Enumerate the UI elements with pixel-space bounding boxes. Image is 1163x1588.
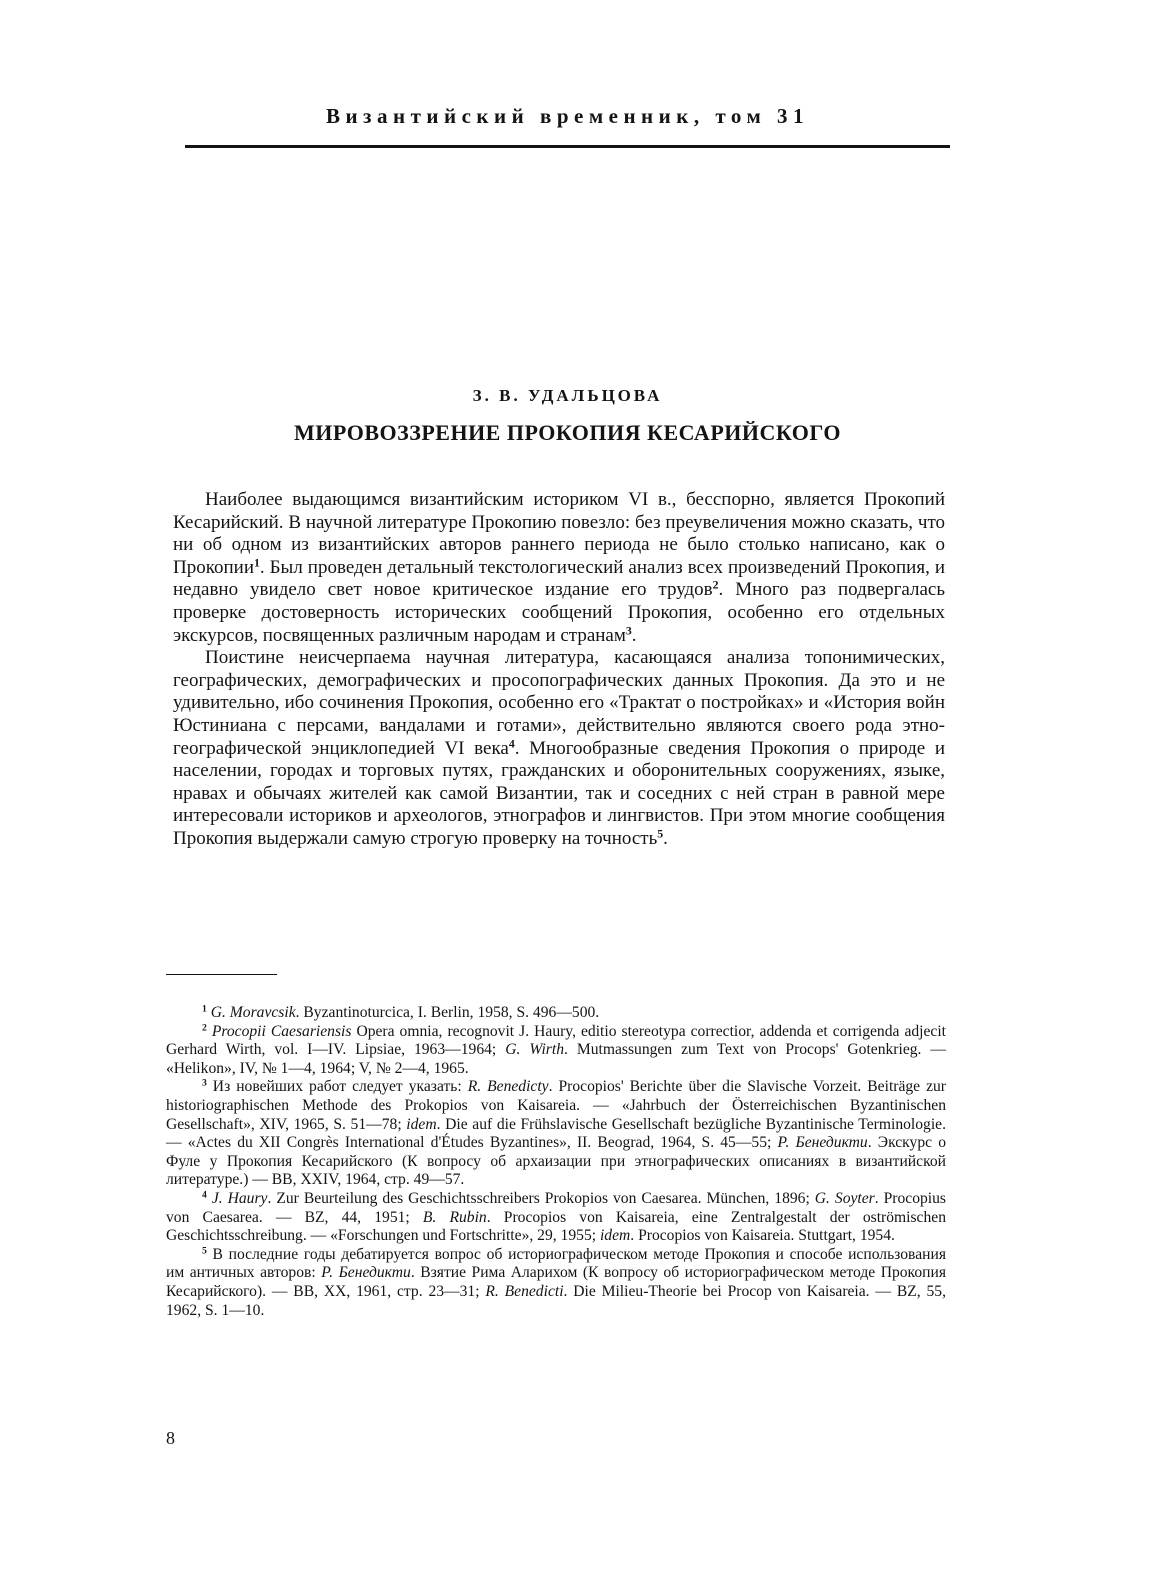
- footnote-text: . Procopios' Berichte über die Slavische Vorzeit. Beiträge zur historiographischen Methode des Prokopios von Kaisareia. — «Jahrbuch der Österreichischen Byzantinischen Gesellschaft», XIV, 1965, S. 51—78;: [166, 1078, 946, 1133]
- journal-header: [185, 102, 950, 130]
- footnote-ref: 5: [657, 827, 664, 841]
- body-text-run: . Был проведен детальный текстологический анализ всех произведений Прокопия, и недавно увидело свет новое критическое издание его трудов: [173, 556, 945, 601]
- body-text-run: .: [663, 827, 668, 849]
- running-head: Византийский временник, том 31: [325, 104, 810, 128]
- footnote-ref: 2: [712, 578, 719, 592]
- footnote-text: . Die Milieu-Theorie bei Procop von Kaisareia. — BZ, 55, 1962, S. 1—10.: [166, 1282, 946, 1319]
- footnote-text: . Взятие Рима Аларихом (К вопросу об историографическом методе Прокопия Кесарийского). — ВВ, XX, 1961, стр. 23—31;: [166, 1264, 946, 1300]
- cited-author: G. Wirth: [505, 1041, 564, 1059]
- article-title: МИРОВОЗЗРЕНИЕ ПРОКОПИЯ КЕСАРИЙСКОГО: [294, 420, 841, 445]
- cited-author: G. Soyter: [814, 1189, 875, 1207]
- footnote-1: [166, 1004, 946, 1023]
- cited-author: idem: [599, 1227, 631, 1245]
- cited-author: R. Benedicty: [467, 1078, 549, 1096]
- body-paragraph: [173, 647, 945, 850]
- footnote-text: . Procopios von Kaisareia, eine Zentralgestalt der oströmischen Geschichtsschreibung. — «Forschungen und Fortschritte», 29, 1955;: [166, 1208, 946, 1245]
- footnote-text: . Die auf die Frühslavische Gesellschaft bezügliche Byzantinische Terminologie. — «Actes du XII Congrès International d'Études Byzantines», II. Beograd, 1964, S. 45—55;: [166, 1115, 946, 1152]
- footnote-divider: [166, 974, 277, 975]
- body-text-run: Наиболее выдающимся византийским историком VI в., бесспорно, является Прокопий Кесарийский. В научной литературе Прокопию повезло: без преувеличения можно сказать, что ни об одном из византийских авторов раннего периода не было столько написано, как о Прокопии: [173, 489, 945, 578]
- footnote-number: 2: [202, 1022, 207, 1034]
- cited-author: G. Moravcsik: [210, 1004, 296, 1021]
- footnote-ref: 1: [254, 556, 260, 570]
- footnote-number: 5: [202, 1245, 207, 1257]
- page-number: 8: [166, 1428, 175, 1448]
- footnotes: [166, 1004, 946, 1320]
- cited-author: J. Haury: [211, 1189, 268, 1207]
- footnote-text: . Procopius von Caesarea. — BZ, 44, 1951;: [166, 1189, 946, 1226]
- footnote-text: . Mutmassungen zum Text von Procops' Gotenkrieg. — «Helikon», IV, № 1—4, 1964; V, № 2—4, 1965.: [166, 1041, 947, 1077]
- cited-author: R. Benedicti: [485, 1282, 564, 1300]
- footnote-number: 1: [202, 1003, 207, 1015]
- footnote-text: В последние годы дебатируется вопрос об историографическом методе Прокопия и способе использования им античных авторов:: [166, 1245, 946, 1282]
- cited-author: idem: [406, 1115, 437, 1133]
- cited-author: B. Rubin: [422, 1208, 487, 1226]
- footnote-2: [166, 1023, 946, 1079]
- body-text-run: .: [631, 624, 637, 646]
- footnote-number: 4: [202, 1189, 207, 1201]
- cited-author: Р. Бенедикти: [321, 1264, 411, 1282]
- article-body: [173, 489, 945, 851]
- footnote-3: [166, 1078, 946, 1190]
- footnote-text: Из новейших работ следует указать:: [206, 1078, 468, 1096]
- body-paragraph: [173, 489, 945, 647]
- footnote-text: . Procopios von Kaisareia. Stuttgart, 1954.: [630, 1227, 895, 1245]
- footnote-text: Opera omnia, recognovit J. Haury, editio stereotypa correctior, addenda et corrigenda adjecit Gerhard Wirth, vol. I—IV. Lipsiae, 1963—1964;: [166, 1022, 946, 1059]
- cited-author: Р. Бенедикти: [777, 1134, 868, 1152]
- body-text-run: . Много раз подвергалась проверке достоверность исторических сообщений Прокопия, особенно его отдельных экскурсов, посвященных различным народам и странам: [173, 579, 946, 646]
- footnote-text: . Zur Beurteilung des Geschichtsschreibers Prokopios von Caesarea. München, 1896;: [267, 1189, 815, 1207]
- cited-title: Procopii Caesariensis: [211, 1022, 352, 1040]
- header-rule: [185, 145, 950, 148]
- footnote-text: . Byzantinoturcica, I. Berlin, 1958, S. 496—500.: [295, 1004, 600, 1021]
- footnote-4: [166, 1190, 946, 1246]
- footnote-ref: 3: [625, 624, 632, 638]
- body-text-run: Поистине неисчерпаема научная литература, касающаяся анализа топонимических, географических, демографических и просопографических данных Прокопия. Да это и не удивительно, ибо сочинения Прокопия, особенно его «Трактат о постройках» и «История войн Юстиниана с персами, вандалами и готами», действительно являются своего рода этно-географической энциклопедией VI века: [173, 647, 945, 759]
- footnote-ref: 4: [508, 737, 515, 751]
- footnote-5: [166, 1246, 946, 1320]
- footnote-number: 3: [202, 1078, 207, 1090]
- footnote-text: . Экскурс о Фуле у Прокопия Кесарийского (К вопросу об архаизации при этнографических описаниях в византийской литературе.) — ВВ, XXIV, 1964, стр. 49—57.: [166, 1134, 946, 1189]
- body-text-run: . Многообразные сведения Прокопия о природе и населении, городах и торговых путях, гражданских и оборонительных сооружениях, языке, нравах и обычаях жителей как самой Византии, так и соседних с ней стран в равной мере интересовали историков и археологов, этнографов и лингвистов. При этом многие сообщения Прокопия выдержали самую строгую проверку на точность: [173, 737, 946, 849]
- article-author: З. В. УДАЛЬЦОВА: [472, 386, 663, 405]
